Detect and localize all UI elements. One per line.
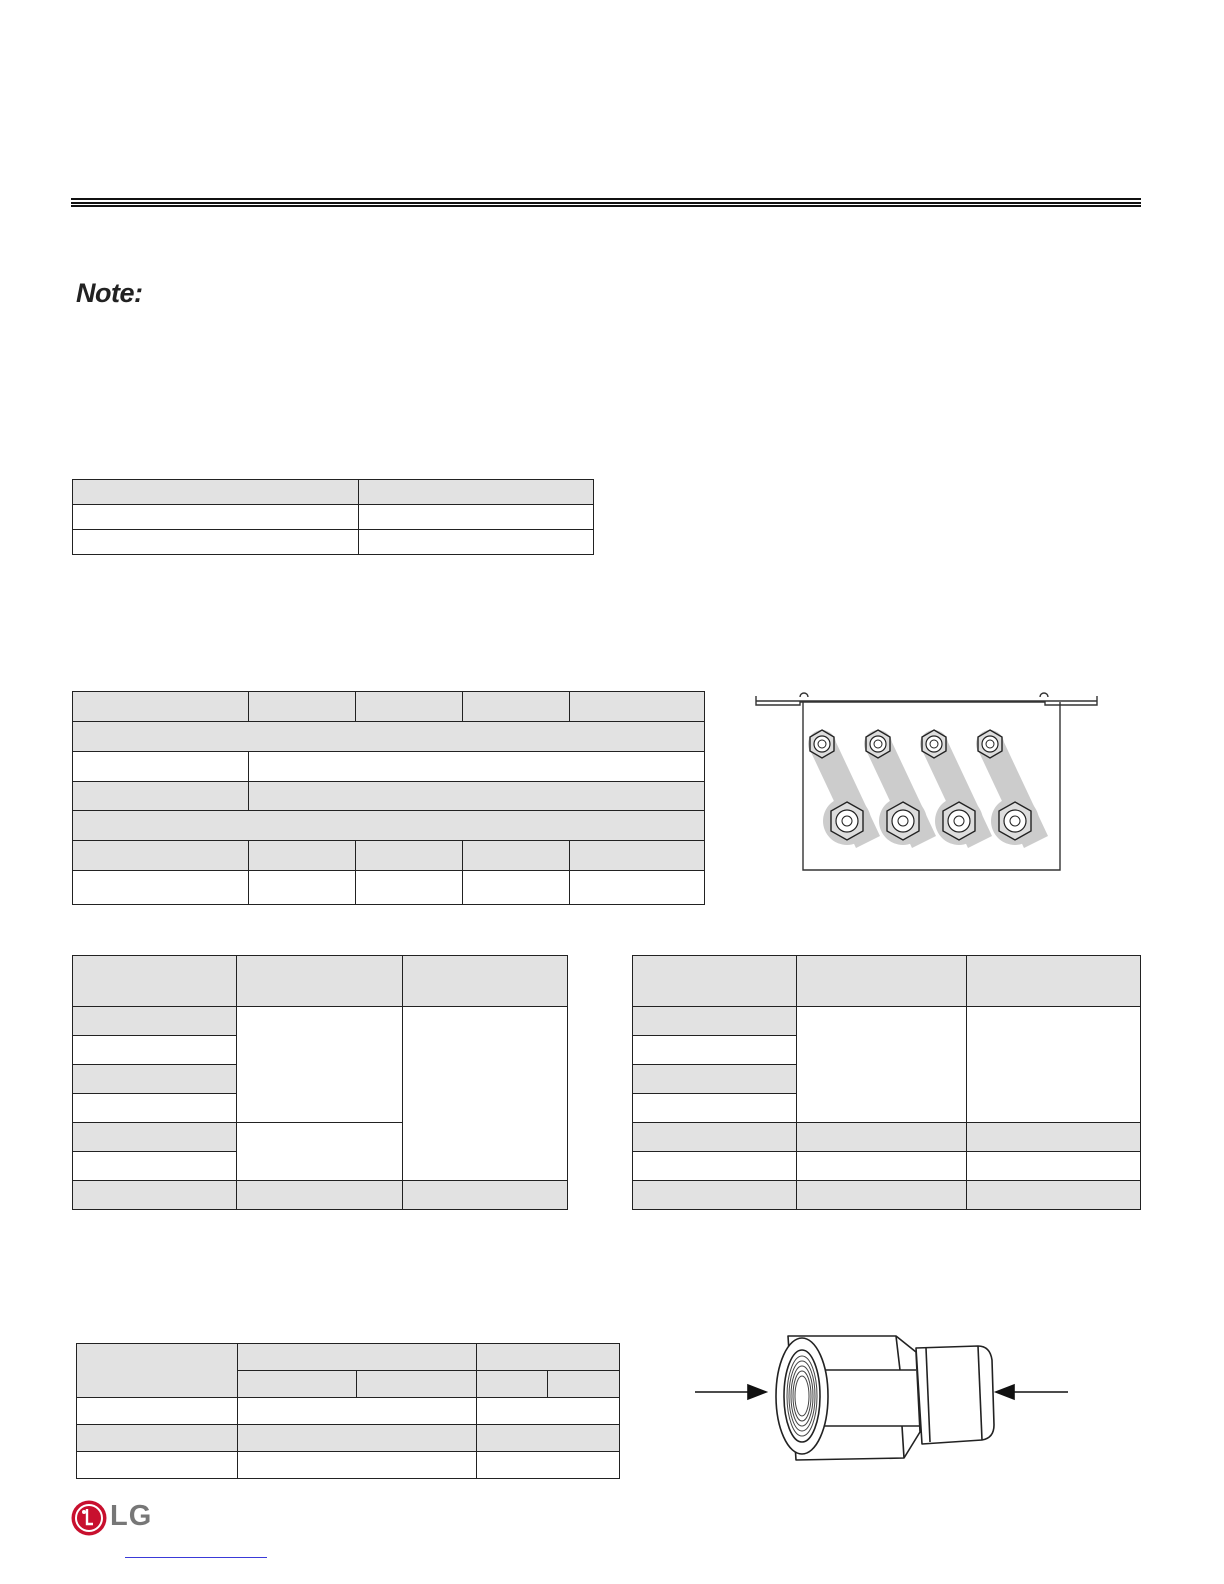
table-cell [633, 1181, 797, 1210]
table-cell [797, 1007, 967, 1123]
table-cell [633, 1152, 797, 1181]
table-row [77, 1452, 620, 1479]
table-row [73, 956, 568, 1007]
table-cell [797, 1181, 967, 1210]
fitting-figure [690, 1330, 1080, 1480]
table-cell [570, 692, 705, 722]
table-cell [463, 692, 570, 722]
table-cell [237, 1007, 403, 1123]
table-row [73, 811, 705, 841]
table-left-middle [72, 955, 568, 1210]
table-cell [238, 1344, 477, 1371]
table-cell [73, 530, 359, 555]
table-cell [73, 1007, 237, 1036]
table-cell [633, 1036, 797, 1065]
table-cell [238, 1398, 477, 1425]
table-cell [73, 782, 249, 811]
table-cell [238, 1452, 477, 1479]
table-row [633, 1181, 1141, 1210]
table-cell [356, 871, 463, 905]
table-right-middle [632, 955, 1141, 1210]
table-cell [359, 530, 594, 555]
table-cell [73, 1094, 237, 1123]
table-row [77, 1398, 620, 1425]
table-cell [237, 1123, 403, 1181]
table-cell [967, 1123, 1141, 1152]
table-cell [237, 956, 403, 1007]
table-row [633, 1152, 1141, 1181]
table-cell [477, 1371, 548, 1398]
table-cell [633, 1065, 797, 1094]
table-cell [797, 1152, 967, 1181]
table-cell [249, 841, 356, 871]
table-specifications [72, 691, 705, 905]
table-row [77, 1425, 620, 1452]
table-cell [403, 1007, 568, 1181]
table-row [633, 1007, 1141, 1036]
table-row [73, 722, 705, 752]
table-cell [238, 1371, 357, 1398]
table-row [73, 505, 594, 530]
table-small-top [72, 479, 594, 555]
table-cell [73, 1152, 237, 1181]
footer-link-underline[interactable] [125, 1557, 267, 1558]
table-cell [463, 841, 570, 871]
table-row [73, 782, 705, 811]
table-cell [73, 1036, 237, 1065]
table-cell [77, 1425, 238, 1452]
table-cell [73, 752, 249, 782]
manifold-ports-figure [750, 690, 1102, 880]
lg-logo-text: LG [110, 1500, 153, 1532]
table-bottom [76, 1343, 620, 1479]
table-cell [73, 871, 249, 905]
note-label: Note: [76, 278, 143, 308]
header-rule-top [71, 198, 1141, 200]
table-cell [967, 1181, 1141, 1210]
table-row [73, 480, 594, 505]
table-cell [77, 1398, 238, 1425]
table-cell [356, 841, 463, 871]
table-row [73, 752, 705, 782]
table-cell [73, 1123, 237, 1152]
table-row [73, 1007, 568, 1036]
table-cell [477, 1398, 620, 1425]
table-cell [477, 1344, 620, 1371]
table-cell [570, 871, 705, 905]
table-cell [356, 692, 463, 722]
table-cell [359, 505, 594, 530]
table-cell [73, 692, 249, 722]
table-cell [73, 480, 359, 505]
table-cell [797, 1123, 967, 1152]
table-row [73, 1181, 568, 1210]
table-cell [633, 1094, 797, 1123]
table-cell [73, 956, 237, 1007]
table-cell [633, 1007, 797, 1036]
table-cell [967, 1007, 1141, 1123]
table-cell [73, 505, 359, 530]
table-cell [403, 956, 568, 1007]
table-cell [967, 956, 1141, 1007]
table-cell [797, 956, 967, 1007]
table-cell [477, 1452, 620, 1479]
table-cell [249, 782, 705, 811]
header-rule-bottom [71, 205, 1141, 207]
table-cell [249, 752, 705, 782]
table-cell [249, 871, 356, 905]
table-cell [73, 811, 705, 841]
table-cell [77, 1452, 238, 1479]
table-row [73, 692, 705, 722]
table-cell [73, 841, 249, 871]
table-cell [77, 1344, 238, 1398]
table-cell [73, 1181, 237, 1210]
table-cell [237, 1181, 403, 1210]
table-cell [477, 1425, 620, 1452]
table-row [73, 871, 705, 905]
table-cell [73, 1065, 237, 1094]
table-cell [249, 692, 356, 722]
table-cell [403, 1181, 568, 1210]
table-cell [633, 1123, 797, 1152]
header-rule-middle [71, 202, 1141, 204]
table-cell [463, 871, 570, 905]
table-row [77, 1344, 620, 1371]
table-cell [359, 480, 594, 505]
table-row [73, 841, 705, 871]
table-row [633, 1123, 1141, 1152]
table-row [73, 530, 594, 555]
table-cell [357, 1371, 477, 1398]
table-cell [570, 841, 705, 871]
table-row [633, 956, 1141, 1007]
table-cell [238, 1425, 477, 1452]
table-cell [633, 956, 797, 1007]
table-cell [967, 1152, 1141, 1181]
table-cell [73, 722, 705, 752]
table-cell [548, 1371, 620, 1398]
